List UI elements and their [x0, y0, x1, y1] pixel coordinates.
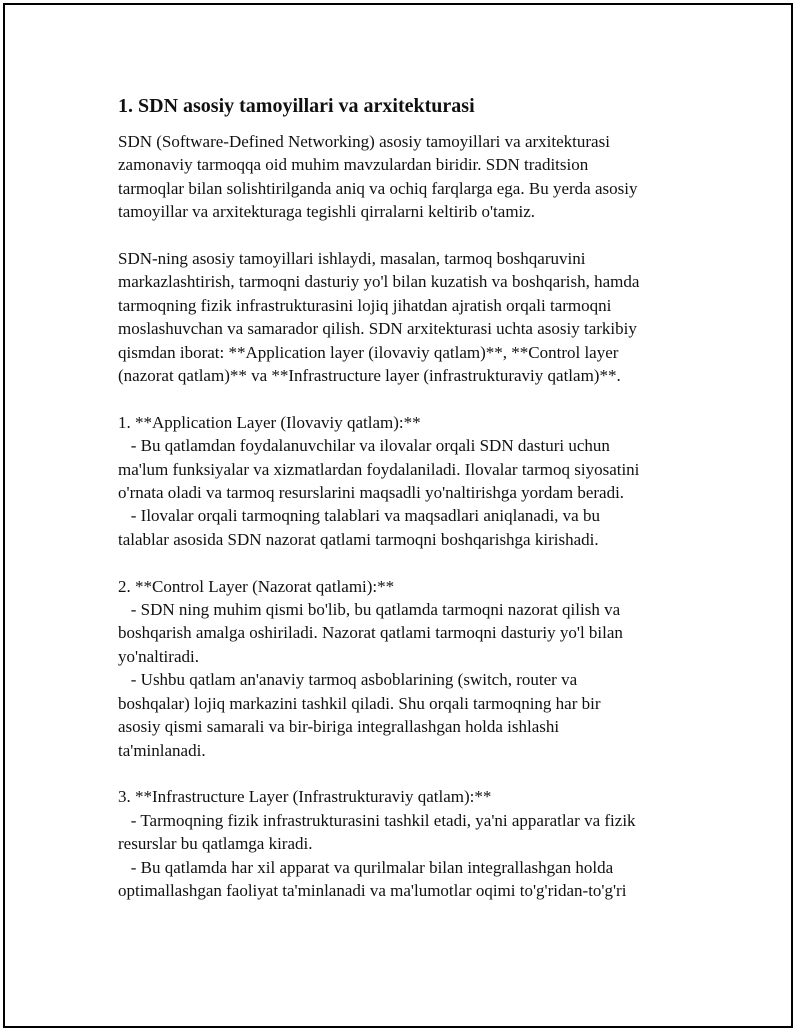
section-title: 1. SDN asosiy tamoyillari va arxitekturasi — [118, 95, 475, 117]
document-body — [118, 92, 693, 926]
paragraph-application-layer: 1. **Application Layer (Ilovaviy qatlam):** - Bu qatlamdan foydalanuvchilar va ilovalar orqali SDN dasturi uchun ma'lum funksiyalar va xizmatlardan foydalaniladi. Ilovalar tarmoq siyosatini o'rnata oladi va tarmoq resurslarini maqsadli yo'naltirishga yordam beradi. - Ilovalar orqali tarmoqning talablari va maqsadlari aniqlanadi, va bu talablar asosida SDN nazorat qatlami tarmoqni boshqarishga kirishadi. — [118, 412, 640, 549]
paragraph-infrastructure-layer: 3. **Infrastructure Layer (Infrastrukturaviy qatlam):** - Tarmoqning fizik infrastrukturasini tashkil etadi, ya'ni apparatlar va fizik resurslar bu qatlamga kiradi. - Bu qatlamda har xil apparat va qurilmalar bilan integrallashgan holda optimallashgan faoliyat ta'minlanadi va ma'lumotlar oqimi to'g'ridan-to'g'ri — [118, 787, 636, 900]
paragraph-intro: SDN (Software-Defined Networking) asosiy tamoyillari va arxitekturasi zamonaviy tarmoqqa oid muhim mavzulardan biridir. SDN traditsion tarmoqlar bilan solishtirilganda aniq va ochiq farqlarga ega. Bu yerda asosiy tamoyillar va arxitekturaga tegishli qirralarni keltirib o'tamiz. — [118, 132, 638, 222]
paragraph-principles: SDN-ning asosiy tamoyillari ishlaydi, masalan, tarmoq boshqaruvini markazlashtirish, tarmoqni dasturiy yo'l bilan kuzatish va boshqarish, hamda tarmoqning fizik infrastrukturasini lojiq jihatdan ajratish orqali tarmoqni moslashuvchan va samarador qilish. SDN arxitekturasi uchta asosiy tarkibiy qismdan iborat: **Application layer (ilovaviy qatlam)**, **Control layer (nazorat qatlam)** va **Infrastructure layer (infrastrukturaviy qatlam)**. — [118, 249, 640, 386]
paragraph-control-layer: 2. **Control Layer (Nazorat qatlami):** - SDN ning muhim qismi bo'lib, bu qatlamda tarmoqni nazorat qilish va boshqarish amalga oshiriladi. Nazorat qatlami tarmoqni dasturiy yo'l bilan yo'naltiradi. - Ushbu qatlam an'anaviy tarmoq asboblarining (switch, router va boshqalar) lojiq markazini tashkil qiladi. Shu orqali tarmoqning har bir asosiy qismi samarali va bir-biriga integrallashgan holda ishlashi ta'minlanadi. — [118, 576, 623, 760]
